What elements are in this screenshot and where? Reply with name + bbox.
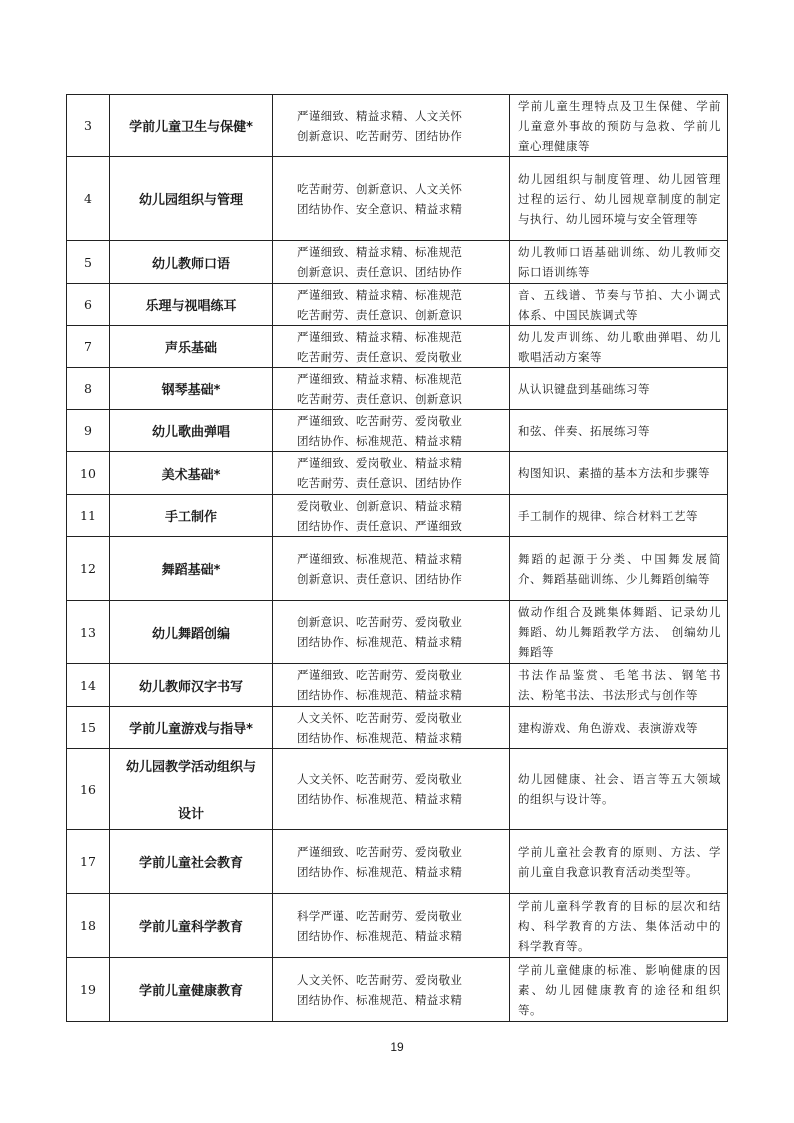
course-content: 幼儿发声训练、幼儿歌曲弹唱、幼儿歌唱活动方案等	[510, 326, 728, 368]
quality-goals	[273, 601, 510, 664]
course-name: 美术基础*	[110, 452, 273, 495]
course-content: 舞蹈的起源于分类、中国舞发展简介、舞蹈基础训练、少儿舞蹈创编等	[510, 537, 728, 601]
table-row	[67, 452, 728, 495]
quality-line: 吃苦耐劳、创新意识、人文关怀	[297, 181, 463, 196]
course-content: 幼儿园健康、社会、语言等五大领域的组织与设计等。	[510, 749, 728, 830]
course-content: 构图知识、素描的基本方法和步骤等	[510, 452, 728, 495]
row-number: 18	[67, 894, 110, 958]
quality-line: 团结协作、标准规范、精益求精	[297, 730, 463, 745]
quality-line: 严谨细致、爱岗敬业、精益求精	[297, 456, 463, 470]
quality-line: 创新意识、吃苦耐劳、爱岗敬业	[297, 615, 463, 629]
row-number: 15	[67, 707, 110, 749]
quality-line: 吃苦耐劳、责任意识、爱岗敬业	[297, 349, 463, 364]
course-name: 乐理与视唱练耳	[110, 284, 273, 326]
row-number: 16	[67, 749, 110, 830]
course-name: 学前儿童健康教育	[110, 958, 273, 1022]
quality-goals	[273, 157, 510, 241]
course-content: 从认识键盘到基础练习等	[510, 368, 728, 410]
quality-goals	[273, 664, 510, 707]
table-row	[67, 284, 728, 326]
course-content: 幼儿园组织与制度管理、幼儿园管理过程的运行、幼儿园规章制度的制定与执行、幼儿园环境与安全管理等	[510, 157, 728, 241]
course-name-line: 设计	[177, 807, 204, 822]
quality-line: 严谨细致、精益求精、标准规范	[297, 371, 463, 386]
quality-line: 吃苦耐劳、责任意识、团结协作	[297, 476, 463, 490]
quality-goals	[273, 958, 510, 1022]
course-name: 学前儿童社会教育	[110, 830, 273, 894]
quality-line: 人文关怀、吃苦耐劳、爱岗敬业	[297, 972, 463, 987]
quality-line: 严谨细致、精益求精、标准规范	[297, 329, 463, 344]
quality-goals	[273, 326, 510, 368]
course-name: 幼儿舞蹈创编	[110, 601, 273, 664]
table-row	[67, 368, 728, 410]
quality-line: 吃苦耐劳、责任意识、创新意识	[297, 307, 463, 322]
quality-line: 严谨细致、吃苦耐劳、爱岗敬业	[297, 413, 463, 428]
course-name: 幼儿教师口语	[110, 241, 273, 284]
row-number: 19	[67, 958, 110, 1022]
quality-goals	[273, 284, 510, 326]
course-content: 学前儿童社会教育的原则、方法、学前儿童自我意识教育活动类型等。	[510, 830, 728, 894]
quality-line: 团结协作、安全意识、精益求精	[297, 201, 463, 216]
course-name	[110, 749, 273, 830]
course-content: 做动作组合及跳集体舞蹈、记录幼儿舞蹈、幼儿舞蹈教学方法、 创编幼儿舞蹈等	[510, 601, 728, 664]
row-number: 7	[67, 326, 110, 368]
quality-line: 创新意识、责任意识、团结协作	[297, 571, 463, 586]
course-content: 音、五线谱、节奏与节拍、大小调式体系、中国民族调式等	[510, 284, 728, 326]
row-number: 3	[67, 95, 110, 157]
row-number: 11	[67, 495, 110, 537]
row-number: 17	[67, 830, 110, 894]
table-row	[67, 830, 728, 894]
course-content: 学前儿童科学教育的目标的层次和结构、科学教育的方法、集体活动中的科学教育等。	[510, 894, 728, 958]
row-number: 9	[67, 410, 110, 452]
quality-line: 团结协作、标准规范、精益求精	[297, 992, 463, 1007]
quality-goals	[273, 830, 510, 894]
quality-goals	[273, 410, 510, 452]
row-number: 5	[67, 241, 110, 284]
quality-line: 团结协作、标准规范、精益求精	[297, 792, 463, 806]
table-row	[67, 958, 728, 1022]
quality-line: 科学严谨、吃苦耐劳、爱岗敬业	[297, 908, 463, 923]
row-number: 4	[67, 157, 110, 241]
quality-goals	[273, 241, 510, 284]
quality-line: 严谨细致、标准规范、精益求精	[297, 551, 463, 566]
course-name: 手工制作	[110, 495, 273, 537]
quality-line: 吃苦耐劳、责任意识、创新意识	[297, 391, 463, 406]
quality-line: 创新意识、责任意识、团结协作	[297, 265, 463, 279]
course-name: 幼儿教师汉字书写	[110, 664, 273, 707]
table-row	[67, 241, 728, 284]
course-name: 学前儿童游戏与指导*	[110, 707, 273, 749]
course-name: 学前儿童科学教育	[110, 894, 273, 958]
quality-line: 团结协作、标准规范、精益求精	[297, 864, 463, 879]
row-number: 12	[67, 537, 110, 601]
quality-line: 团结协作、标准规范、精益求精	[297, 688, 463, 702]
table-row	[67, 664, 728, 707]
course-content: 书法作品鉴赏、毛笔书法、钢笔书法、粉笔书法、书法形式与创作等	[510, 664, 728, 707]
row-number: 6	[67, 284, 110, 326]
course-name: 幼儿园组织与管理	[110, 157, 273, 241]
quality-line: 爱岗敬业、创新意识、精益求精	[297, 498, 463, 513]
table-row	[67, 495, 728, 537]
course-name: 幼儿歌曲弹唱	[110, 410, 273, 452]
row-number: 13	[67, 601, 110, 664]
course-name: 学前儿童卫生与保健*	[110, 95, 273, 157]
quality-goals	[273, 894, 510, 958]
quality-line: 严谨细致、吃苦耐劳、爱岗敬业	[297, 844, 463, 859]
table-row	[67, 157, 728, 241]
table-row	[67, 601, 728, 664]
table-row	[67, 537, 728, 601]
quality-line: 严谨细致、精益求精、人文关怀	[297, 108, 463, 123]
row-number: 10	[67, 452, 110, 495]
quality-goals	[273, 495, 510, 537]
course-content: 建构游戏、角色游戏、表演游戏等	[510, 707, 728, 749]
quality-goals	[273, 707, 510, 749]
course-content: 学前儿童健康的标准、影响健康的因素、幼儿园健康教育的途径和组织等。	[510, 958, 728, 1022]
table-row	[67, 707, 728, 749]
table-row	[67, 894, 728, 958]
quality-line: 团结协作、标准规范、精益求精	[297, 928, 463, 943]
quality-line: 人文关怀、吃苦耐劳、爱岗敬业	[297, 772, 463, 786]
course-content: 和弦、伴奏、拓展练习等	[510, 410, 728, 452]
course-content: 学前儿童生理特点及卫生保健、学前儿童意外事故的预防与急救、学前儿童心理健康等	[510, 95, 728, 157]
quality-line: 团结协作、责任意识、严谨细致	[297, 518, 463, 533]
row-number: 8	[67, 368, 110, 410]
table-row	[67, 326, 728, 368]
page-number: 19	[390, 1040, 404, 1054]
quality-line: 严谨细致、精益求精、标准规范	[297, 245, 463, 259]
course-content: 手工制作的规律、综合材料工艺等	[510, 495, 728, 537]
quality-line: 人文关怀、吃苦耐劳、爱岗敬业	[297, 710, 463, 725]
course-name: 声乐基础	[110, 326, 273, 368]
table-row	[67, 749, 728, 830]
quality-goals	[273, 95, 510, 157]
quality-goals	[273, 749, 510, 830]
quality-line: 严谨细致、精益求精、标准规范	[297, 287, 463, 302]
table-row	[67, 410, 728, 452]
quality-line: 团结协作、标准规范、精益求精	[297, 433, 463, 448]
table-row	[67, 95, 728, 157]
quality-goals	[273, 537, 510, 601]
quality-line: 团结协作、标准规范、精益求精	[297, 635, 463, 649]
course-table	[66, 94, 728, 1022]
course-name-line: 幼儿园教学活动组织与	[125, 760, 256, 775]
row-number: 14	[67, 664, 110, 707]
course-content: 幼儿教师口语基础训练、幼儿教师交际口语训练等	[510, 241, 728, 284]
quality-line: 创新意识、吃苦耐劳、团结协作	[297, 128, 463, 143]
course-name: 钢琴基础*	[110, 368, 273, 410]
quality-goals	[273, 452, 510, 495]
course-name: 舞蹈基础*	[110, 537, 273, 601]
quality-goals	[273, 368, 510, 410]
quality-line: 严谨细致、吃苦耐劳、爱岗敬业	[297, 668, 463, 682]
